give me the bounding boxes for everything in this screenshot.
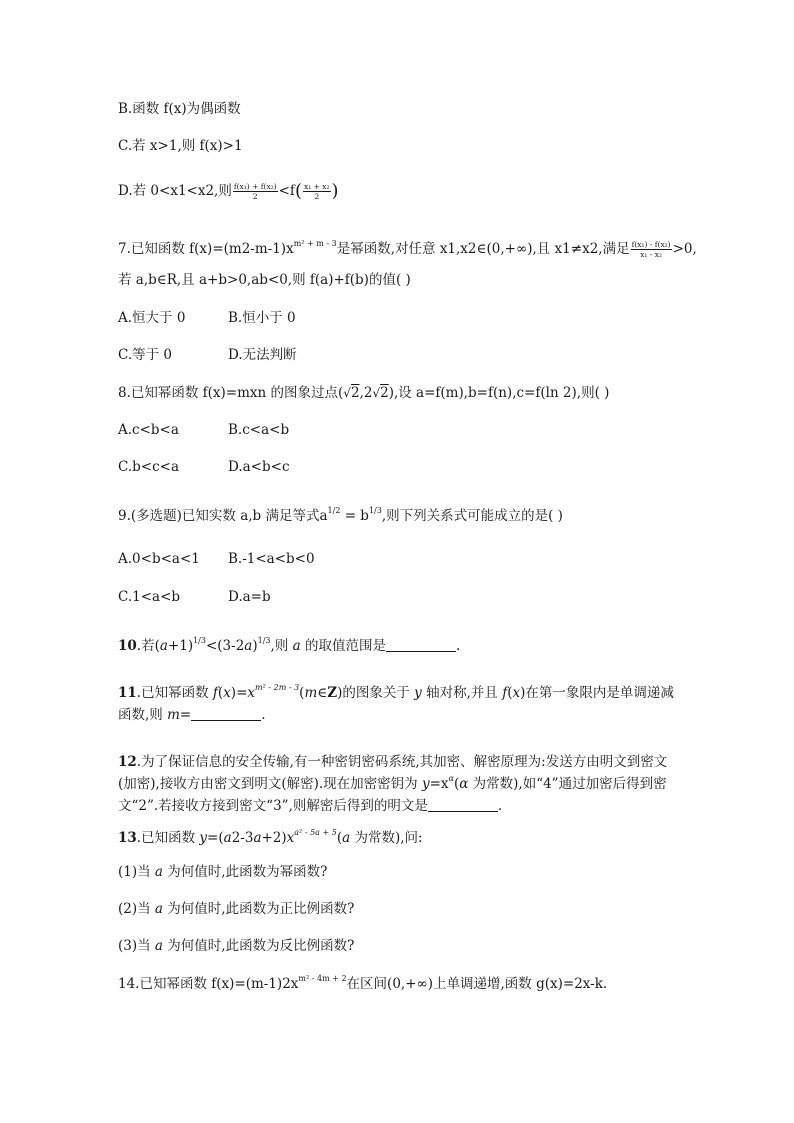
q13-stem: 13.已知函数 $y=(a2-3a+2)x^{a^2 - 5a + 5}(a$ 为常数),问: bbox=[118, 828, 423, 846]
q13-part2: (2)当 a 为何值时,此函数为正比例函数? bbox=[118, 901, 355, 917]
q11-answer-blank[interactable] bbox=[191, 720, 261, 721]
q6-d-fraction: $\frac{\text{f(x₁) + f(x₂)}}{2}$ bbox=[233, 182, 277, 201]
q12-stem-line2: (加密),接收方由密文到明文(解密).现在加密密钥为 $y=x^\alpha(\alpha$ 为常数),如“4”通过加密后得到密 bbox=[118, 774, 667, 792]
q9-option-b: B.-1<a<b<0 bbox=[228, 551, 315, 567]
q9-options-row2 bbox=[118, 588, 271, 606]
q13-part3: (3)当 a 为何值时,此函数为反比例函数? bbox=[118, 938, 355, 954]
q13-part1: (1)当 a 为何值时,此函数为幂函数? bbox=[118, 864, 328, 880]
q9-option-c: C.1<a<b bbox=[118, 589, 181, 605]
q14-stem: 14.已知幂函数 $f(x)=(m-1)2x^{m^2 - 4m + 2}$在区间(0,+∞)上单调递增,函数 g(x)=2x-k. bbox=[118, 974, 608, 992]
q12-answer-blank[interactable] bbox=[428, 811, 498, 812]
q6-d-inner-fraction: $\frac{\text{x₁ + x₂}}{2}$ bbox=[303, 182, 330, 201]
q6-option-d: D.若 0<x1<x2,则 $\frac{\text{f(x₁) + f(x₂)}}{2}$ <f( $\frac{\text{x₁ + x₂}}{2}$ ) bbox=[118, 180, 339, 202]
q10-stem: 10.若$(a+1)^{1/3}<(3-2a)^{1/3}$,则 a 的取值范围是 . bbox=[118, 636, 461, 654]
q7-option-d: D.无法判断 bbox=[228, 347, 297, 363]
q10-answer-blank[interactable] bbox=[386, 651, 456, 652]
q8-stem: 8.已知幂函数 f(x)=mxn 的图象过点(√2,2√2),设 a=f(m),b=f(n),c=f(ln 2),则( ) bbox=[118, 385, 610, 401]
q11-stem: 11.已知幂函数 $f(x)=x^{m^2 - 2m - 3}(m\in Z)$的图象关于 y 轴对称,并且 f(x)在第一象限内是单调递减 bbox=[118, 683, 674, 701]
q8-options-row1 bbox=[118, 421, 289, 439]
q7-option-b: B.恒小于 0 bbox=[228, 310, 296, 326]
q12-stem-line3: 文“2”.若接收方接到密文“3”,则解密后得到的明文是 . bbox=[118, 798, 503, 814]
q6-option-c: C.若 x>1,则 f(x)>1 bbox=[118, 138, 243, 154]
q9-stem: 9.(多选题)已知实数 a,b 满足等式$a^{1/2} = b^{1/3}$,则下列关系式可能成立的是( ) bbox=[118, 506, 563, 524]
q7-options-row2 bbox=[118, 346, 297, 364]
q8-option-c: C.b<c<a bbox=[118, 459, 180, 475]
q7-stem: 7.已知函数 $f(x)=(m2-m-1)x^{m^2 + m - 3}$是幂函数,对任意 x1,x2∈(0,+∞),且 x1≠x2,满足 $\frac{\text{f(x₁) - f(x₂)}}{\text{x₁ - x₂}}$ >0, bbox=[118, 239, 697, 259]
q11-stem-line2: 函数,则 m= . bbox=[118, 707, 266, 723]
q6-option-b: B.函数 f(x)为偶函数 bbox=[118, 101, 241, 117]
q12-stem: 12.为了保证信息的安全传输,有一种密钥密码系统,其加密、解密原理为:发送方由明文到密文 bbox=[118, 754, 668, 770]
q8-option-d: D.a<b<c bbox=[228, 459, 290, 475]
q7-fraction: $\frac{\text{f(x₁) - f(x₂)}}{\text{x₁ - x₂}}$ bbox=[631, 240, 671, 259]
q9-options-row1 bbox=[118, 550, 315, 568]
q8-options-row2 bbox=[118, 458, 290, 476]
q8-option-b: B.c<a<b bbox=[228, 422, 290, 438]
q7-option-a: A.恒大于 0 bbox=[118, 310, 186, 326]
q8-option-a: A.c<b<a bbox=[118, 422, 179, 438]
q7-option-c: C.等于 0 bbox=[118, 347, 173, 363]
q9-option-d: D.a=b bbox=[228, 589, 271, 605]
q9-option-a: A.0<b<a<1 bbox=[118, 551, 200, 567]
q7-stem-line2: 若 a,b∈R,且 a+b>0,ab<0,则 f(a)+f(b)的值( ) bbox=[118, 272, 411, 288]
q7-options-row1 bbox=[118, 309, 296, 327]
